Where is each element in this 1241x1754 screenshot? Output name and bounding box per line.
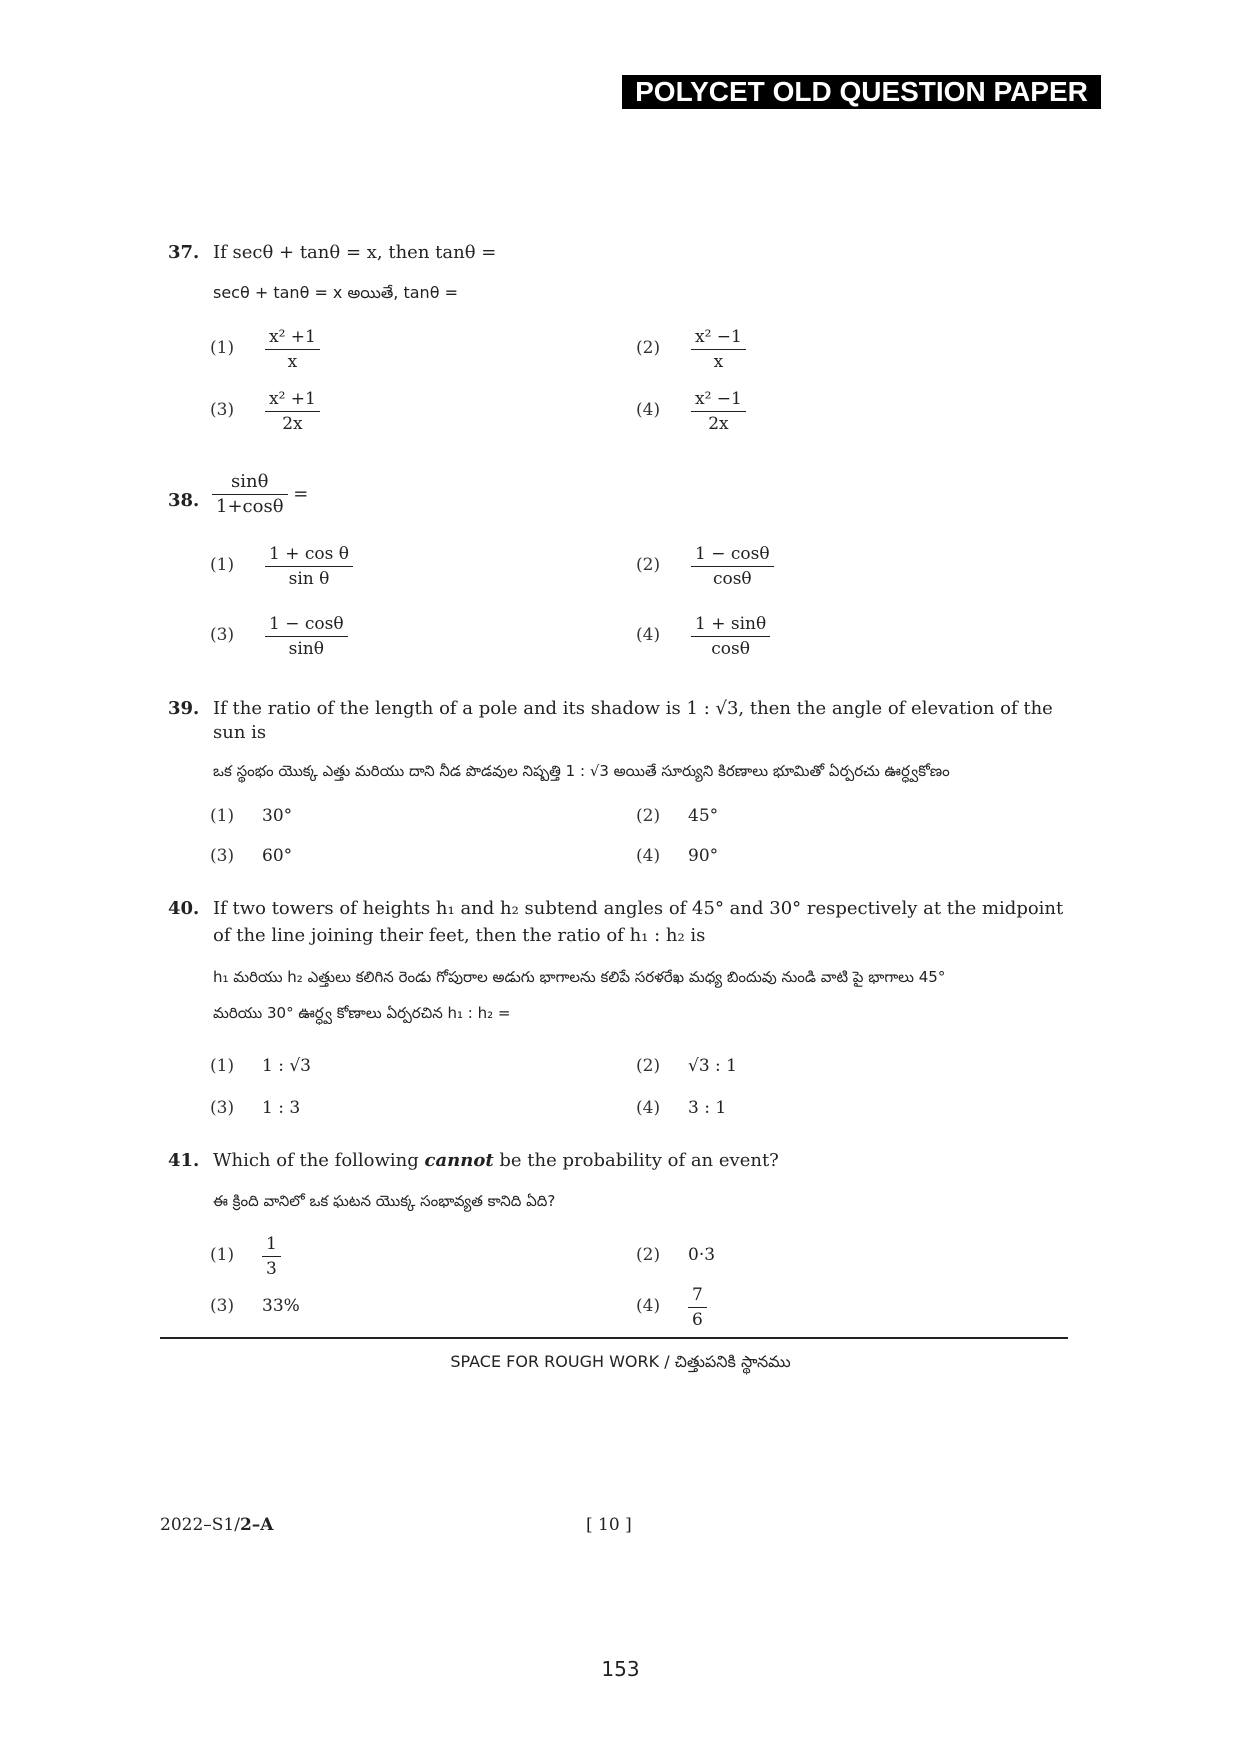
question-text-te: ఈ క్రింది వానిలో ఒక ఘటన యొక్క సంభావ్యత కానిది ఏది? xyxy=(213,1192,556,1210)
rough-work-label: SPACE FOR ROUGH WORK / చిత్తుపనికి స్థానము xyxy=(450,1352,791,1371)
question-38: 38. $\frac{\sin\theta}{1+\cos\theta}$ = xyxy=(168,471,309,517)
question-text-en: Which of the following cannot be the probability of an event? xyxy=(213,1150,779,1171)
page-number: 153 xyxy=(601,1657,640,1681)
question-text-en-line2: sun is xyxy=(213,722,267,743)
question-text-te: ఒక స్థంభం యొక్క ఎత్తు మరియు దాని నీడ పొడవుల నిష్పత్తి 1 : √3 అయితే సూర్యుని కిరణాలు భూమితో ఏర్పరచు ఊర్ధ్వకోణం xyxy=(213,762,950,780)
stem-denominator: 1+cosθ xyxy=(216,496,284,517)
question-text-en-line1: If the ratio of the length of a pole and its shadow is 1 : √3, then the angle of elevation of the xyxy=(213,698,1053,719)
question-text-en: If secθ + tanθ = x, then tanθ = xyxy=(213,242,497,263)
question-text-te: secθ + tanθ = x అయితే, tanθ = xyxy=(213,283,458,302)
header-banner: POLYCET OLD QUESTION PAPER xyxy=(622,75,1101,109)
question-number: 38. xyxy=(168,490,200,511)
page-bracket: [ 10 ] xyxy=(586,1515,632,1535)
question-text-en-line2: of the line joining their feet, then the ratio of h₁ : h₂ is xyxy=(213,925,706,946)
question-number: 37. xyxy=(168,242,200,263)
question-text-te-line2: మరియు 30° ఊర్ధ్వ కోణాలు ఏర్పరచిన h₁ : h₂ = xyxy=(213,1004,511,1022)
question-number: 41. xyxy=(168,1150,200,1171)
question-number: 39. xyxy=(168,698,200,719)
question-text-en-line1: If two towers of heights h₁ and h₂ subtend angles of 45° and 30° respectively at the midpoint xyxy=(213,898,1064,919)
divider-rule xyxy=(160,1337,1068,1339)
question-text-te-line1: h₁ మరియు h₂ ఎత్తులు కలిగిన రెండు గోపురాల అడుగు భాగాలను కలిపే సరళరేఖ మధ్య బిందువు నుండి వాటి పై భాగాలు 45° xyxy=(213,968,946,986)
question-number: 40. xyxy=(168,898,200,919)
paper-code: 2022–S1/2–A xyxy=(160,1515,274,1535)
stem-numerator: sinθ xyxy=(212,470,288,495)
